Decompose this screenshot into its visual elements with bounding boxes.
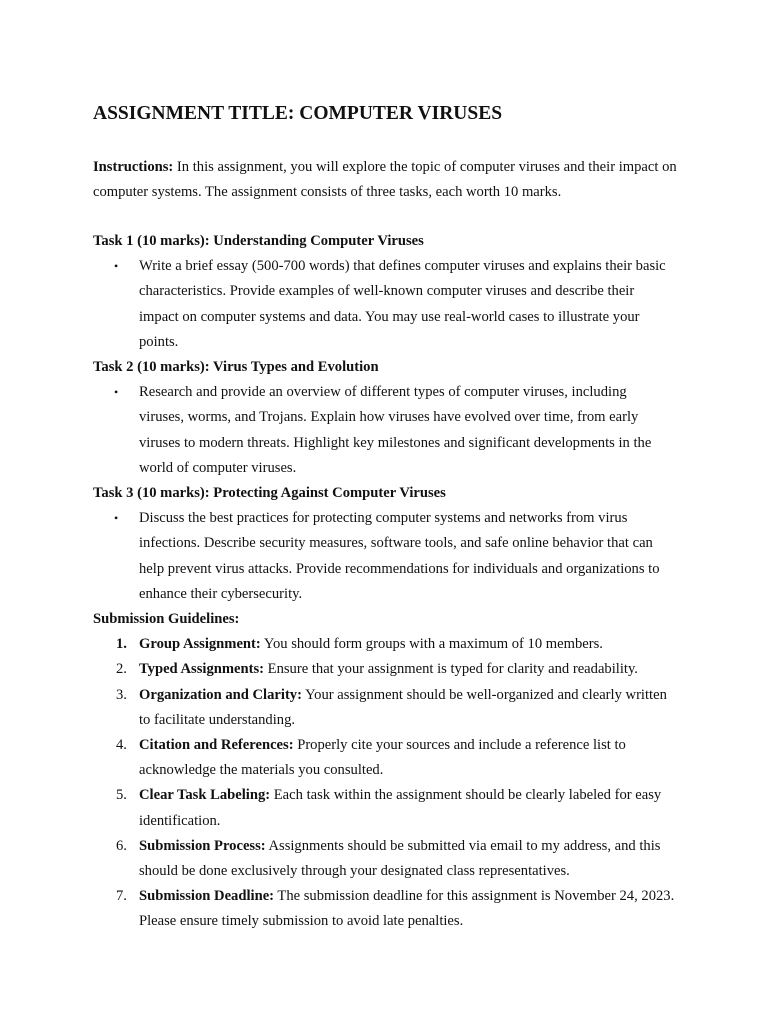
- item-number: 2.: [116, 661, 127, 678]
- task-section: [93, 355, 683, 481]
- submission-item: [93, 733, 679, 783]
- submission-item: [93, 632, 679, 657]
- instructions-text: In this assignment, you will explore the topic of computer viruses and their impact on computer systems. The assignment consists of three tasks, each worth 10 marks.: [93, 159, 677, 201]
- document-body: [93, 229, 683, 935]
- task-section: [93, 481, 683, 607]
- item-number: 3.: [116, 686, 127, 703]
- task-bullet-item: [93, 254, 671, 355]
- item-text: The submission deadline for this assignment is November 24, 2023. Please ensure timely submission to avoid late penalties.: [139, 888, 675, 930]
- task-description: Write a brief essay (500-700 words) that defines computer viruses and explains their basic characteristics. Provide examples of well-known computer viruses and describe their impact on computer systems and data. You may use real-world cases to illustrate your points.: [139, 258, 666, 350]
- bullet-icon: •: [114, 385, 119, 400]
- bullet-icon: •: [114, 511, 119, 526]
- item-lead: Submission Process:: [139, 837, 266, 854]
- task-bullet-list: [93, 506, 683, 607]
- item-text: Your assignment should be well-organized and clearly written to facilitate understanding.: [139, 686, 667, 728]
- submission-item: [93, 884, 679, 934]
- submission-item: [93, 657, 679, 682]
- task-bullet-item: [93, 506, 671, 607]
- item-number: 6.: [116, 837, 127, 854]
- instructions-paragraph: [93, 155, 683, 205]
- task-description: Discuss the best practices for protecting computer systems and networks from virus infections. Describe security measures, software tools, and safe online behavior that can help prevent virus attacks. Provide recommendations for individuals and organizations to enhance their cybersecurity.: [139, 510, 660, 602]
- task-bullet-list: [93, 380, 683, 481]
- bullet-icon: •: [114, 259, 119, 274]
- submission-item: [93, 783, 679, 833]
- item-lead: Submission Deadline:: [139, 888, 275, 905]
- item-text: Each task within the assignment should be clearly labeled for easy identification.: [139, 787, 662, 829]
- item-lead: Typed Assignments:: [139, 661, 265, 678]
- item-text: You should form groups with a maximum of 10 members.: [260, 636, 603, 653]
- item-lead: Group Assignment:: [139, 636, 261, 653]
- item-lead: Citation and References:: [139, 737, 294, 754]
- submission-item: [93, 834, 679, 884]
- task-heading: Task 2 (10 marks): Virus Types and Evolution: [93, 359, 379, 376]
- item-number: 7.: [116, 888, 127, 905]
- submission-item: [93, 683, 679, 733]
- item-number: 4.: [116, 737, 127, 754]
- assignment-title: ASSIGNMENT TITLE: COMPUTER VIRUSES: [93, 103, 503, 124]
- task-bullet-item: [93, 380, 671, 481]
- item-lead: Organization and Clarity:: [139, 686, 302, 703]
- task-description: Research and provide an overview of different types of computer viruses, including viruses, worms, and Trojans. Explain how viruses have evolved over time, from early viruses to modern threats. Highlight key milestones and significant developments in the world of computer viruses.: [139, 384, 652, 476]
- task-heading: Task 1 (10 marks): Understanding Computer Viruses: [93, 233, 424, 249]
- submission-list: [93, 632, 683, 934]
- submission-heading: Submission Guidelines:: [93, 611, 240, 628]
- item-text: Properly cite your sources and include a reference list to acknowledge the materials you consulted.: [139, 737, 626, 779]
- task-heading: Task 3 (10 marks): Protecting Against Computer Viruses: [93, 485, 446, 502]
- item-text: Ensure that your assignment is typed for clarity and readability.: [264, 661, 638, 678]
- task-bullet-list: [93, 254, 683, 355]
- task-section: [93, 229, 683, 355]
- submission-section: [93, 607, 683, 935]
- item-lead: Clear Task Labeling:: [139, 787, 271, 804]
- instructions-label: Instructions:: [93, 159, 174, 175]
- item-number: 5.: [116, 787, 127, 804]
- item-text: Assignments should be submitted via email to my address, and this should be done exclusively through your designated class representatives.: [139, 837, 661, 880]
- item-number: 1.: [116, 636, 127, 653]
